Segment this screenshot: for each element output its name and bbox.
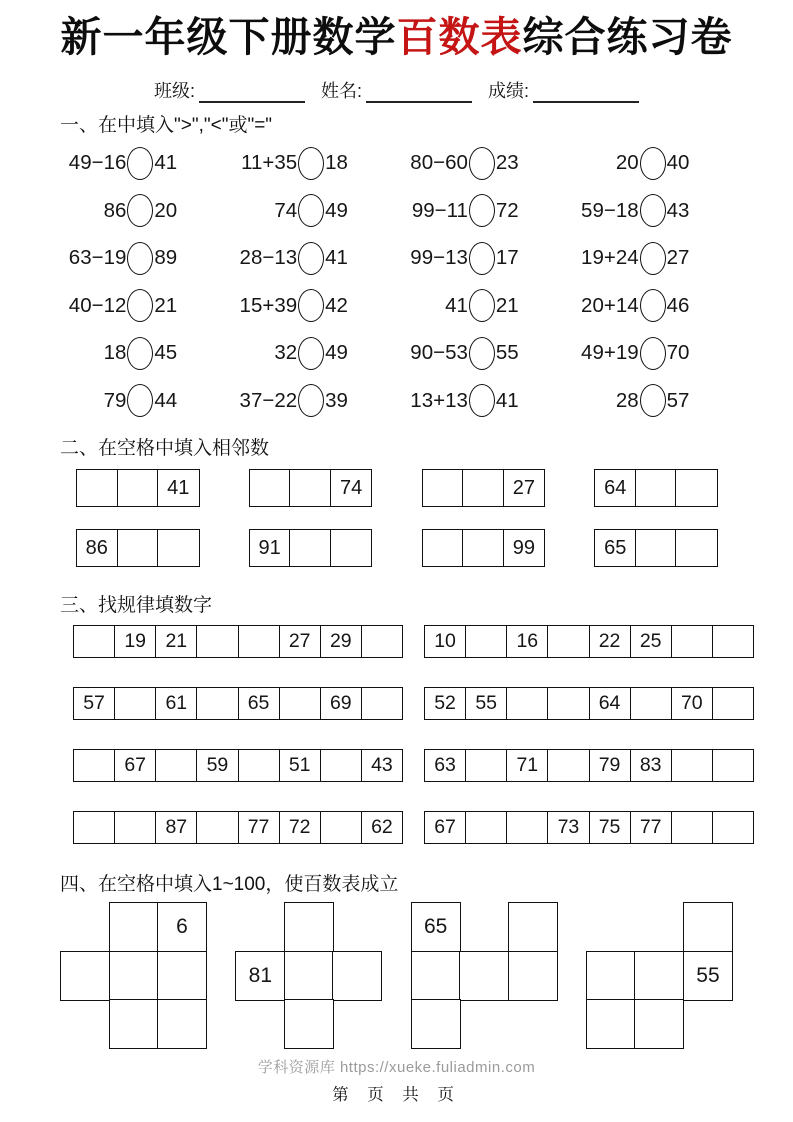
shape-cell-filled: 65 <box>411 902 461 952</box>
neighbor-cell-filled: 74 <box>339 476 363 499</box>
hundred-chart-shape <box>60 902 207 1049</box>
comparison-right-operand: 46 <box>666 293 690 317</box>
sequence-cell-empty[interactable] <box>115 812 156 843</box>
sequence-cell-filled: 16 <box>507 626 548 657</box>
comparison-item <box>226 139 397 187</box>
answer-circle[interactable] <box>127 384 153 417</box>
comparison-left-operand: 20 <box>615 151 639 174</box>
sequence-cell-empty[interactable] <box>548 626 589 657</box>
shape-cell-empty[interactable] <box>284 902 334 952</box>
comparison-left-operand: 74 <box>274 198 298 222</box>
neighbor-cell-empty[interactable] <box>331 530 372 566</box>
comparison-left-operand: 19+24 <box>581 246 639 269</box>
sequence-cell-filled: 87 <box>156 812 197 843</box>
shape-cell-empty[interactable] <box>157 999 207 1049</box>
comparison-left-operand: 49−16 <box>68 151 127 174</box>
sequence-cell-empty[interactable] <box>156 750 197 781</box>
score-blank[interactable] <box>533 81 639 103</box>
sequence-row <box>73 749 754 782</box>
hundred-chart-shape <box>235 902 382 1049</box>
sequence-row <box>73 625 754 658</box>
comparison-right-operand: 72 <box>495 198 519 222</box>
neighbor-cell-filled: 91 <box>250 530 291 566</box>
shape-cell-empty[interactable] <box>284 951 334 1001</box>
comparison-left-operand: 79 <box>103 388 127 412</box>
sequence-strip <box>424 687 754 720</box>
neighbor-box <box>594 529 718 567</box>
name-blank[interactable] <box>366 81 472 103</box>
page-number-line: 第 页 共 页 <box>332 1086 461 1104</box>
shape-cell-empty[interactable] <box>634 951 684 1001</box>
sequence-cell-empty[interactable] <box>672 626 713 657</box>
neighbor-box <box>422 529 546 567</box>
neighbor-cell-filled: 27 <box>512 476 536 499</box>
sequence-cell-filled: 67 <box>425 812 466 843</box>
sequence-cell-empty[interactable] <box>631 688 672 719</box>
comparison-left-operand: 28−13 <box>239 246 298 269</box>
neighbor-cell-empty[interactable] <box>423 530 464 566</box>
answer-circle[interactable] <box>469 242 495 275</box>
neighbor-cell-filled: 41 <box>167 476 190 499</box>
answer-circle[interactable] <box>469 194 495 227</box>
sequence-cell-empty[interactable] <box>548 750 589 781</box>
sequence-cell-empty[interactable] <box>280 688 321 719</box>
class-blank[interactable] <box>199 81 305 103</box>
comparison-right-operand: 23 <box>495 151 519 174</box>
neighbor-box <box>249 469 373 507</box>
comparison-left-operand: 40−12 <box>68 293 127 317</box>
sequence-cell-filled: 10 <box>425 626 466 657</box>
sequence-strip <box>73 749 403 782</box>
name-label: 姓名: <box>320 81 362 102</box>
comparison-left-operand: 32 <box>274 341 298 364</box>
sequence-cell-filled: 71 <box>507 750 548 781</box>
shape-cell-empty[interactable] <box>109 902 159 952</box>
neighbor-cell-empty[interactable] <box>118 470 159 506</box>
sequence-cell-filled: 19 <box>115 626 156 657</box>
page-footer <box>0 1056 793 1105</box>
comparison-right-operand: 21 <box>495 293 519 317</box>
shape-cell-empty[interactable] <box>459 951 509 1001</box>
comparison-right-operand: 45 <box>154 341 178 364</box>
comparison-item <box>226 329 397 377</box>
shape-cell-filled: 6 <box>157 902 207 952</box>
sequence-cell-filled: 72 <box>280 812 321 843</box>
score-label: 成绩: <box>488 81 530 102</box>
shape-cell-empty[interactable] <box>109 999 159 1049</box>
title-pre: 新一年级下册数学 <box>60 14 397 60</box>
sequence-cell-empty[interactable] <box>507 812 548 843</box>
neighbor-cell-filled: 99 <box>512 536 536 559</box>
answer-circle[interactable] <box>127 289 153 322</box>
section-four-shapes <box>60 902 733 1052</box>
title-post: 综合练习卷 <box>522 14 733 60</box>
comparison-right-operand: 27 <box>666 246 690 269</box>
sequence-cell-empty[interactable] <box>672 812 713 843</box>
answer-circle[interactable] <box>298 289 324 322</box>
comparison-left-operand: 37−22 <box>239 388 298 412</box>
comparison-right-operand: 40 <box>666 151 690 174</box>
comparison-left-operand: 59−18 <box>581 198 639 222</box>
shape-cell-empty[interactable] <box>411 951 461 1001</box>
answer-circle[interactable] <box>469 147 495 180</box>
comparison-left-operand: 28 <box>615 388 639 412</box>
sequence-row <box>73 811 754 844</box>
sequence-cell-empty[interactable] <box>466 812 507 843</box>
neighbor-cell-empty[interactable] <box>290 530 331 566</box>
comparison-right-operand: 49 <box>325 341 348 364</box>
neighbor-cell-empty[interactable] <box>290 470 331 506</box>
sequence-cell-empty[interactable] <box>672 750 713 781</box>
comparison-right-operand: 20 <box>154 198 178 222</box>
answer-circle[interactable] <box>298 194 324 227</box>
answer-circle[interactable] <box>640 147 666 180</box>
neighbor-cell-empty[interactable] <box>463 470 504 506</box>
sequence-cell-empty[interactable] <box>507 688 548 719</box>
sequence-row <box>73 687 754 720</box>
comparison-right-operand: 44 <box>154 388 178 412</box>
sequence-cell-filled: 21 <box>156 626 197 657</box>
shape-cell-empty[interactable] <box>586 951 636 1001</box>
answer-circle[interactable] <box>127 194 153 227</box>
comparison-item <box>567 329 738 377</box>
answer-circle[interactable] <box>640 337 666 370</box>
section-one-grid <box>55 139 738 424</box>
class-label: 班级: <box>153 81 195 102</box>
comparison-item <box>55 187 226 235</box>
sequence-cell-filled: 25 <box>631 626 672 657</box>
comparison-right-operand: 43 <box>666 198 690 222</box>
sequence-cell-empty[interactable] <box>362 626 402 657</box>
comparison-right-operand: 57 <box>666 388 690 412</box>
comparison-item <box>397 139 568 187</box>
page-title <box>0 12 793 63</box>
comparison-right-operand: 17 <box>495 246 519 269</box>
sequence-cell-empty[interactable] <box>197 688 238 719</box>
sequence-cell-filled: 73 <box>548 812 589 843</box>
shape-cell-filled: 81 <box>235 951 285 1001</box>
comparison-item <box>226 187 397 235</box>
sequence-cell-empty[interactable] <box>239 750 280 781</box>
comparison-item <box>226 282 397 330</box>
answer-circle[interactable] <box>469 384 495 417</box>
comparison-left-operand: 13+13 <box>410 388 468 412</box>
sequence-cell-empty[interactable] <box>466 750 507 781</box>
neighbor-cell-empty[interactable] <box>463 530 504 566</box>
neighbor-cell-empty[interactable] <box>118 530 159 566</box>
sequence-cell-empty[interactable] <box>713 750 753 781</box>
sequence-cell-filled: 29 <box>321 626 362 657</box>
shape-cell-filled: 55 <box>683 951 733 1001</box>
sequence-cell-empty[interactable] <box>74 626 115 657</box>
sequence-cell-filled: 43 <box>371 754 393 777</box>
neighbor-cell-empty[interactable] <box>676 530 717 566</box>
answer-circle[interactable] <box>127 337 153 370</box>
comparison-right-operand: 41 <box>325 246 348 269</box>
sequence-cell-filled: 64 <box>590 688 631 719</box>
shape-cell-empty[interactable] <box>586 999 636 1049</box>
sequence-cell-filled: 79 <box>590 750 631 781</box>
sequence-cell-filled: 70 <box>672 688 713 719</box>
sequence-strip <box>73 625 403 658</box>
answer-circle[interactable] <box>640 242 666 275</box>
sequence-strip <box>424 749 754 782</box>
comparison-item <box>397 234 568 282</box>
neighbor-row <box>76 529 718 567</box>
sequence-cell-filled: 55 <box>466 688 507 719</box>
shape-cell-empty[interactable] <box>157 951 207 1001</box>
sequence-cell-filled: 65 <box>239 688 280 719</box>
comparison-right-operand: 41 <box>495 388 519 412</box>
answer-circle[interactable] <box>127 242 153 275</box>
neighbor-box <box>76 529 200 567</box>
neighbor-box <box>76 469 200 507</box>
answer-circle[interactable] <box>640 384 666 417</box>
comparison-right-operand: 39 <box>325 388 348 412</box>
sequence-cell-filled: 22 <box>590 626 631 657</box>
student-info-row <box>0 77 793 103</box>
sequence-strip <box>73 687 403 720</box>
sequence-cell-filled: 52 <box>425 688 466 719</box>
comparison-item <box>226 234 397 282</box>
comparison-left-operand: 49+19 <box>581 341 639 364</box>
sequence-cell-filled: 75 <box>590 812 631 843</box>
sequence-cell-filled: 62 <box>371 816 393 839</box>
neighbor-box <box>422 469 546 507</box>
neighbor-box <box>249 529 373 567</box>
sequence-cell-empty[interactable] <box>713 812 753 843</box>
sequence-cell-filled: 67 <box>115 750 156 781</box>
neighbor-cell-empty[interactable] <box>77 470 118 506</box>
comparison-left-operand: 11+35 <box>241 151 298 174</box>
comparison-left-operand: 99−11 <box>411 198 468 222</box>
sequence-cell-filled: 57 <box>74 688 115 719</box>
answer-circle[interactable] <box>127 147 153 180</box>
sequence-cell-empty[interactable] <box>74 750 115 781</box>
comparison-left-operand: 86 <box>103 198 127 222</box>
section-three-rows <box>0 625 793 844</box>
sequence-cell-empty[interactable] <box>115 688 156 719</box>
comparison-left-operand: 15+39 <box>239 293 298 317</box>
hundred-chart-shape <box>411 902 558 1049</box>
answer-circle[interactable] <box>298 242 324 275</box>
neighbor-cell-empty[interactable] <box>636 470 677 506</box>
section-one-heading: 一、在中填入">","<"或"=" <box>60 115 273 137</box>
section-three-heading: 三、找规律填数字 <box>60 595 213 617</box>
sequence-cell-empty[interactable] <box>713 626 753 657</box>
sequence-cell-empty[interactable] <box>197 812 238 843</box>
neighbor-row <box>76 469 718 507</box>
sequence-strip <box>73 811 403 844</box>
answer-circle[interactable] <box>640 289 666 322</box>
comparison-left-operand: 90−53 <box>410 341 468 364</box>
shape-cell-empty[interactable] <box>332 951 382 1001</box>
sequence-cell-filled: 61 <box>156 688 197 719</box>
title-highlight: 百数表 <box>396 14 523 60</box>
answer-circle[interactable] <box>469 289 495 322</box>
hundred-chart-shape <box>586 902 733 1049</box>
sequence-cell-filled: 69 <box>321 688 362 719</box>
comparison-item <box>55 377 226 425</box>
neighbor-cell-empty[interactable] <box>636 530 677 566</box>
neighbor-cell-filled: 64 <box>595 470 636 506</box>
sequence-strip <box>424 625 754 658</box>
comparison-left-operand: 80−60 <box>410 151 468 174</box>
sequence-cell-filled: 77 <box>631 812 672 843</box>
comparison-left-operand: 41 <box>445 293 468 317</box>
comparison-right-operand: 55 <box>495 341 519 364</box>
sequence-cell-filled: 51 <box>280 750 321 781</box>
sequence-cell-empty[interactable] <box>548 688 589 719</box>
comparison-item <box>55 282 226 330</box>
answer-circle[interactable] <box>640 194 666 227</box>
sequence-cell-empty[interactable] <box>321 812 362 843</box>
comparison-right-operand: 21 <box>154 293 178 317</box>
comparison-left-operand: 63−19 <box>68 246 127 269</box>
shape-cell-empty[interactable] <box>683 902 733 952</box>
sequence-cell-filled: 83 <box>631 750 672 781</box>
comparison-item <box>397 329 568 377</box>
comparison-right-operand: 18 <box>325 151 348 174</box>
shape-cell-empty[interactable] <box>508 951 558 1001</box>
answer-circle[interactable] <box>298 147 324 180</box>
neighbor-cell-empty[interactable] <box>676 470 717 506</box>
section-two-heading: 二、在空格中填入相邻数 <box>60 438 270 460</box>
comparison-item <box>397 282 568 330</box>
sequence-cell-empty[interactable] <box>713 688 753 719</box>
shape-cell-empty[interactable] <box>634 999 684 1049</box>
neighbor-cell-empty[interactable] <box>423 470 464 506</box>
sequence-cell-empty[interactable] <box>321 750 362 781</box>
comparison-left-operand: 99−13 <box>410 246 468 269</box>
shape-cell-empty[interactable] <box>284 999 334 1049</box>
shape-cell-empty[interactable] <box>508 902 558 952</box>
answer-circle[interactable] <box>298 384 324 417</box>
sequence-cell-empty[interactable] <box>362 688 402 719</box>
comparison-left-operand: 18 <box>103 341 127 364</box>
neighbor-box <box>594 469 718 507</box>
comparison-item <box>226 377 397 425</box>
comparison-item <box>567 282 738 330</box>
comparison-right-operand: 49 <box>325 198 348 222</box>
sequence-cell-filled: 27 <box>280 626 321 657</box>
section-four-heading: 四、在空格中填入1~100，使百数表成立 <box>60 874 399 896</box>
shape-cell-empty[interactable] <box>411 999 461 1049</box>
comparison-left-operand: 20+14 <box>581 293 639 317</box>
sequence-cell-empty[interactable] <box>239 626 280 657</box>
shape-cell-empty[interactable] <box>60 951 110 1001</box>
comparison-item <box>567 234 738 282</box>
comparison-right-operand: 70 <box>666 341 690 364</box>
answer-circle[interactable] <box>469 337 495 370</box>
neighbor-cell-empty[interactable] <box>158 530 199 566</box>
sequence-cell-empty[interactable] <box>197 626 238 657</box>
sequence-cell-filled: 59 <box>197 750 238 781</box>
sequence-cell-empty[interactable] <box>74 812 115 843</box>
neighbor-cell-filled: 65 <box>595 530 636 566</box>
comparison-right-operand: 42 <box>325 293 348 317</box>
comparison-item <box>397 377 568 425</box>
comparison-right-operand: 41 <box>154 151 178 174</box>
neighbor-cell-filled: 86 <box>77 530 118 566</box>
comparison-right-operand: 89 <box>154 246 178 269</box>
comparison-item <box>55 139 226 187</box>
comparison-item <box>567 139 738 187</box>
comparison-item <box>55 329 226 377</box>
comparison-item <box>397 187 568 235</box>
sequence-strip <box>424 811 754 844</box>
sequence-cell-filled: 77 <box>239 812 280 843</box>
comparison-item <box>567 187 738 235</box>
section-two-rows <box>0 469 793 567</box>
shape-cell-empty[interactable] <box>109 951 159 1001</box>
comparison-item <box>55 234 226 282</box>
neighbor-cell-empty[interactable] <box>250 470 291 506</box>
answer-circle[interactable] <box>298 337 324 370</box>
source-link: 学科资源库 https://xueke.fuliadmin.com <box>257 1059 536 1076</box>
sequence-cell-empty[interactable] <box>466 626 507 657</box>
sequence-cell-filled: 63 <box>425 750 466 781</box>
comparison-item <box>567 377 738 425</box>
